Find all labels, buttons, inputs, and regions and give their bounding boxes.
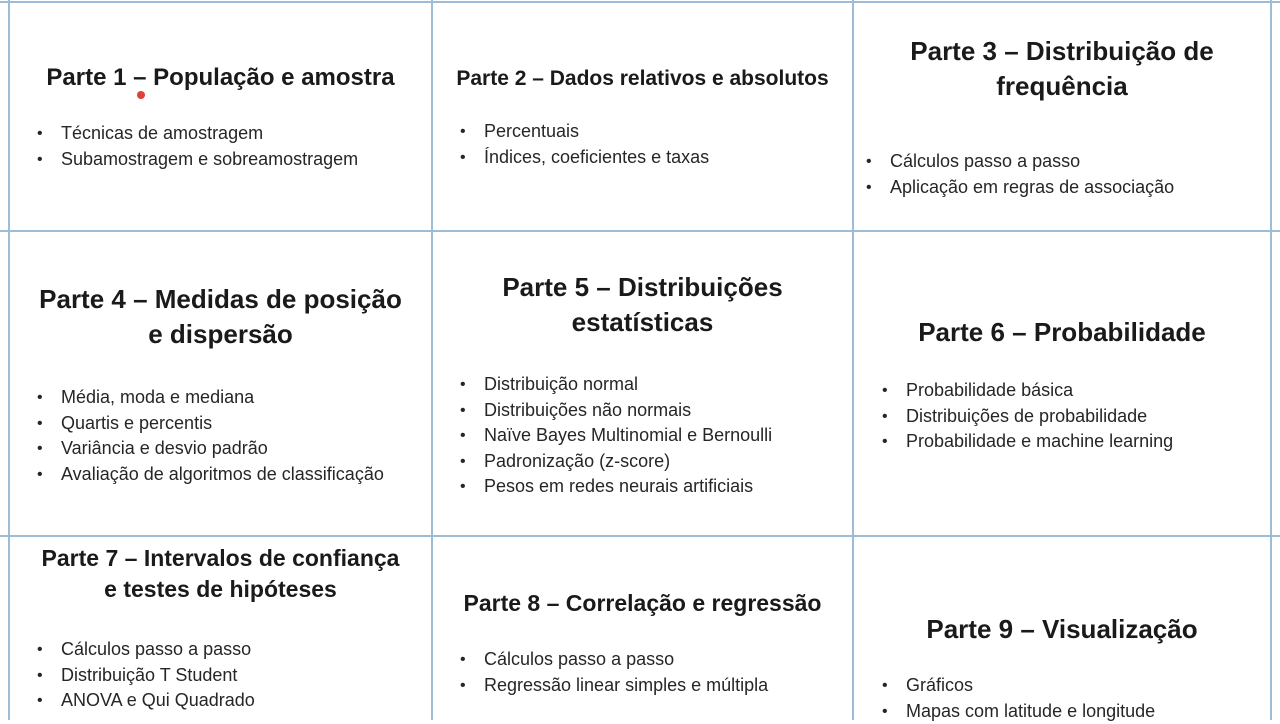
list-item: • Avaliação de algoritmos de classificação (27, 462, 384, 488)
list-item: • Naïve Bayes Multinomial e Bernoulli (450, 423, 772, 449)
list-item: • Subamostragem e sobreamostragem (27, 147, 358, 173)
list-item: • Variância e desvio padrão (27, 436, 384, 462)
grid-border-right (1270, 0, 1272, 720)
part-3-topics (856, 149, 1174, 200)
part-6-title: Parte 6 – Probabilidade (854, 315, 1270, 350)
list-item: • Mapas com latitude e longitude (872, 699, 1155, 724)
list-item: • ANOVA e Qui Quadrado (27, 688, 255, 714)
red-dot-marker (137, 91, 145, 99)
part-7-title-line-1: Parte 7 – Intervalos de confiança (10, 543, 431, 574)
list-item: • Padronização (z-score) (450, 449, 772, 475)
part-7-title (10, 543, 431, 605)
part-4-cell (10, 232, 431, 535)
list-item: • Cálculos passo a passo (27, 637, 255, 663)
part-2-topics (450, 119, 709, 170)
part-8-topics (450, 647, 768, 698)
part-5-topics (450, 372, 772, 500)
list-item: • Quartis e percentis (27, 411, 384, 437)
part-1-cell (10, 0, 431, 230)
part-5-title-line-2: estatísticas (433, 305, 852, 340)
part-2-cell (433, 0, 852, 230)
part-8-title: Parte 8 – Correlação e regressão (433, 588, 852, 619)
list-item: • Probabilidade básica (872, 378, 1173, 404)
part-1-title: Parte 1 – População e amostra (10, 62, 431, 94)
list-item: • Distribuições não normais (450, 398, 772, 424)
part-4-title-line-2: e dispersão (10, 317, 431, 352)
part-3-cell (854, 0, 1270, 230)
list-item: • Gráficos (872, 673, 1155, 699)
part-6-topics (872, 378, 1173, 455)
part-6-cell (854, 232, 1270, 535)
list-item: • Cálculos passo a passo (856, 149, 1174, 175)
part-2-title: Parte 2 – Dados relativos e absolutos (433, 65, 852, 93)
part-4-title-line-1: Parte 4 – Medidas de posição (10, 282, 431, 317)
part-3-title-line-2: frequência (854, 69, 1270, 104)
part-3-title-line-1: Parte 3 – Distribuição de (854, 34, 1270, 69)
list-item: • Regressão linear simples e múltipla (450, 673, 768, 699)
list-item: • Aplicação em regras de associação (856, 175, 1174, 201)
part-5-title (433, 270, 852, 340)
part-1-topics (27, 121, 358, 172)
part-7-title-line-2: e testes de hipóteses (10, 574, 431, 605)
list-item: • Pesos em redes neurais artificiais (450, 474, 772, 500)
part-4-topics (27, 385, 384, 487)
part-3-title (854, 34, 1270, 104)
list-item: • Probabilidade e machine learning (872, 429, 1173, 455)
list-item: • Percentuais (450, 119, 709, 145)
part-8-cell (433, 537, 852, 720)
part-5-cell (433, 232, 852, 535)
list-item: • Índices, coeficientes e taxas (450, 145, 709, 171)
part-9-title: Parte 9 – Visualização (854, 612, 1270, 647)
part-4-title (10, 282, 431, 352)
list-item: • Distribuições de probabilidade (872, 404, 1173, 430)
list-item: • Distribuição T Student (27, 663, 255, 689)
list-item: • Distribuição normal (450, 372, 772, 398)
part-7-topics (27, 637, 255, 714)
part-9-topics (872, 673, 1155, 724)
list-item: • Técnicas de amostragem (27, 121, 358, 147)
part-7-cell (10, 537, 431, 720)
part-5-title-line-1: Parte 5 – Distribuições (433, 270, 852, 305)
part-9-cell (854, 537, 1270, 720)
list-item: • Média, moda e mediana (27, 385, 384, 411)
list-item: • Cálculos passo a passo (450, 647, 768, 673)
